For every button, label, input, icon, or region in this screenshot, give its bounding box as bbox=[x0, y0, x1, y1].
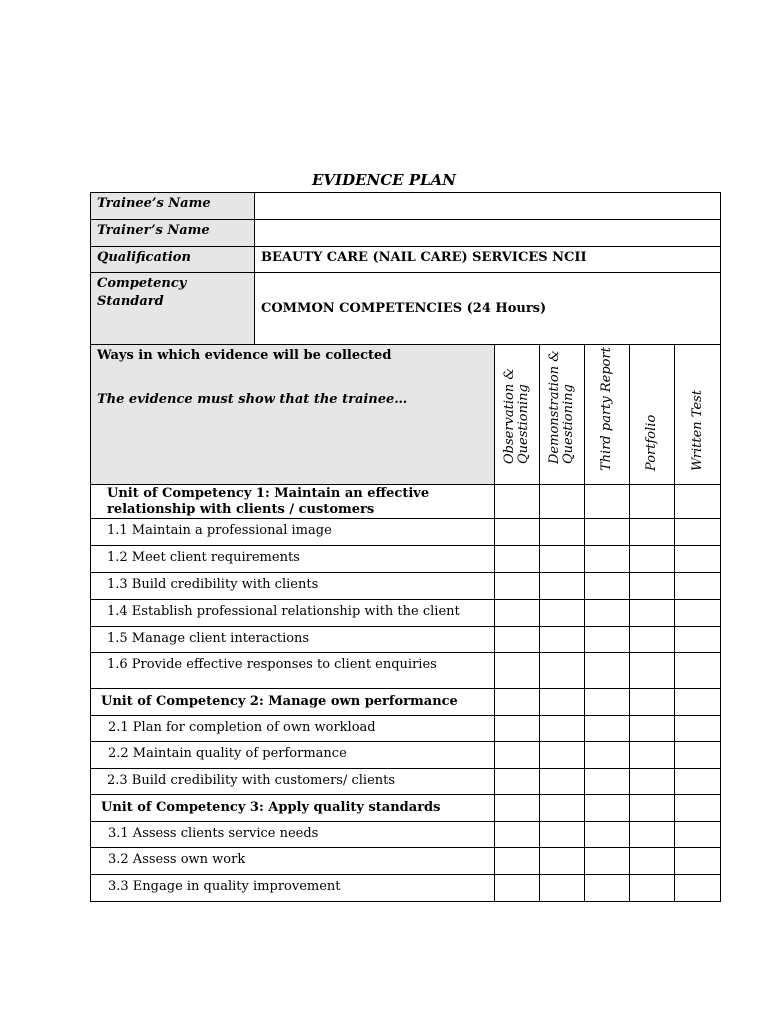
unit-1-item: 1.5 Manage client interactions bbox=[91, 627, 495, 653]
table-row bbox=[91, 485, 721, 519]
evidence-header-line1: Ways in which evidence will be collected bbox=[97, 348, 392, 363]
check-cell[interactable] bbox=[630, 848, 675, 875]
check-cell[interactable] bbox=[585, 689, 630, 716]
check-cell[interactable] bbox=[585, 769, 630, 795]
unit-2-item: 2.2 Maintain quality of performance bbox=[91, 742, 495, 769]
check-cell[interactable] bbox=[495, 600, 540, 627]
check-cell[interactable] bbox=[585, 546, 630, 573]
check-cell[interactable] bbox=[630, 627, 675, 653]
table-row bbox=[91, 519, 721, 546]
table-row bbox=[91, 742, 721, 769]
check-cell[interactable] bbox=[585, 875, 630, 902]
table-row bbox=[91, 769, 721, 795]
check-cell[interactable] bbox=[585, 716, 630, 742]
check-cell[interactable] bbox=[585, 627, 630, 653]
unit-2-item: 2.3 Build credibility with customers/ clients bbox=[91, 769, 495, 795]
check-cell[interactable] bbox=[675, 822, 721, 848]
method-header-demonstration bbox=[540, 345, 585, 485]
check-cell[interactable] bbox=[675, 627, 721, 653]
check-cell[interactable] bbox=[495, 716, 540, 742]
check-cell[interactable] bbox=[675, 769, 721, 795]
competency-standard-value: COMMON COMPETENCIES (24 Hours) bbox=[255, 273, 721, 345]
check-cell[interactable] bbox=[630, 689, 675, 716]
check-cell[interactable] bbox=[540, 742, 585, 769]
check-cell[interactable] bbox=[585, 795, 630, 822]
check-cell[interactable] bbox=[630, 573, 675, 600]
check-cell[interactable] bbox=[540, 689, 585, 716]
method-header-portfolio bbox=[630, 345, 675, 485]
competency-label-line1: Competency bbox=[97, 276, 187, 291]
check-cell[interactable] bbox=[675, 546, 721, 573]
unit-3-item: 3.1 Assess clients service needs bbox=[91, 822, 495, 848]
table-row bbox=[91, 795, 721, 822]
check-cell[interactable] bbox=[540, 600, 585, 627]
check-cell[interactable] bbox=[495, 653, 540, 689]
check-cell[interactable] bbox=[585, 848, 630, 875]
unit-3-item: 3.3 Engage in quality improvement bbox=[91, 875, 495, 902]
check-cell[interactable] bbox=[630, 546, 675, 573]
check-cell[interactable] bbox=[585, 600, 630, 627]
method-header-observation bbox=[495, 345, 540, 485]
unit-1-item: 1.1 Maintain a professional image bbox=[91, 519, 495, 546]
check-cell[interactable] bbox=[540, 716, 585, 742]
check-cell[interactable] bbox=[585, 653, 630, 689]
check-cell[interactable] bbox=[675, 875, 721, 902]
table-row bbox=[91, 573, 721, 600]
table-row bbox=[91, 653, 721, 689]
check-cell[interactable] bbox=[630, 769, 675, 795]
check-cell[interactable] bbox=[540, 485, 585, 519]
trainee-info-table bbox=[90, 192, 721, 345]
check-cell[interactable] bbox=[630, 822, 675, 848]
table-row bbox=[91, 689, 721, 716]
competency-label-line2: Standard bbox=[97, 294, 164, 309]
check-cell[interactable] bbox=[540, 546, 585, 573]
check-cell[interactable] bbox=[540, 875, 585, 902]
check-cell[interactable] bbox=[630, 653, 675, 689]
method-label: Third party Report bbox=[599, 347, 614, 471]
table-row bbox=[91, 848, 721, 875]
check-cell[interactable] bbox=[495, 742, 540, 769]
check-cell[interactable] bbox=[675, 848, 721, 875]
check-cell[interactable] bbox=[540, 519, 585, 546]
trainer-name-label: Trainer’s Name bbox=[91, 220, 255, 247]
check-cell[interactable] bbox=[675, 519, 721, 546]
table-row bbox=[91, 716, 721, 742]
competency-standard-label bbox=[91, 273, 255, 345]
table-row bbox=[91, 822, 721, 848]
qualification-label: Qualification bbox=[91, 247, 255, 273]
check-cell[interactable] bbox=[495, 485, 540, 519]
check-cell[interactable] bbox=[585, 822, 630, 848]
check-cell[interactable] bbox=[675, 795, 721, 822]
check-cell[interactable] bbox=[630, 600, 675, 627]
check-cell[interactable] bbox=[495, 875, 540, 902]
method-label: Observation & Questioning bbox=[502, 368, 531, 464]
table-row bbox=[91, 875, 721, 902]
check-cell[interactable] bbox=[495, 769, 540, 795]
check-cell[interactable] bbox=[540, 573, 585, 600]
check-cell[interactable] bbox=[585, 519, 630, 546]
check-cell[interactable] bbox=[675, 653, 721, 689]
trainee-name-field[interactable] bbox=[255, 193, 721, 220]
unit-1-item: 1.3 Build credibility with clients bbox=[91, 573, 495, 600]
unit-2-item: 2.1 Plan for completion of own workload bbox=[91, 716, 495, 742]
check-cell[interactable] bbox=[495, 795, 540, 822]
check-cell[interactable] bbox=[495, 689, 540, 716]
unit-1-item: 1.6 Provide effective responses to client enquiries bbox=[91, 653, 495, 689]
evidence-plan-table bbox=[90, 344, 721, 902]
table-row bbox=[91, 600, 721, 627]
check-cell[interactable] bbox=[495, 573, 540, 600]
check-cell[interactable] bbox=[630, 519, 675, 546]
check-cell[interactable] bbox=[630, 742, 675, 769]
check-cell[interactable] bbox=[585, 742, 630, 769]
check-cell[interactable] bbox=[630, 716, 675, 742]
check-cell[interactable] bbox=[585, 485, 630, 519]
check-cell[interactable] bbox=[540, 653, 585, 689]
check-cell[interactable] bbox=[495, 546, 540, 573]
check-cell[interactable] bbox=[540, 848, 585, 875]
unit-3-item: 3.2 Assess own work bbox=[91, 848, 495, 875]
check-cell[interactable] bbox=[495, 822, 540, 848]
check-cell[interactable] bbox=[630, 485, 675, 519]
check-cell[interactable] bbox=[540, 627, 585, 653]
unit-1-title: Unit of Competency 1: Maintain an effective relationship with clients / customers bbox=[91, 485, 495, 519]
table-row bbox=[91, 627, 721, 653]
table-row bbox=[91, 546, 721, 573]
unit-3-title: Unit of Competency 3: Apply quality standards bbox=[91, 795, 495, 822]
check-cell[interactable] bbox=[630, 795, 675, 822]
evidence-header-line2: The evidence must show that the trainee… bbox=[97, 392, 408, 407]
method-label: Demonstration & Questioning bbox=[547, 350, 576, 464]
check-cell[interactable] bbox=[540, 822, 585, 848]
check-cell[interactable] bbox=[675, 485, 721, 519]
unit-1-item: 1.4 Establish professional relationship with the client bbox=[91, 600, 495, 627]
unit-2-title: Unit of Competency 2: Manage own performance bbox=[91, 689, 495, 716]
check-cell[interactable] bbox=[495, 519, 540, 546]
method-label: Portfolio bbox=[644, 414, 659, 471]
qualification-value: BEAUTY CARE (NAIL CARE) SERVICES NCII bbox=[255, 247, 721, 273]
method-label: Written Test bbox=[689, 389, 705, 471]
check-cell[interactable] bbox=[585, 573, 630, 600]
check-cell[interactable] bbox=[495, 848, 540, 875]
check-cell[interactable] bbox=[675, 573, 721, 600]
check-cell[interactable] bbox=[675, 716, 721, 742]
check-cell[interactable] bbox=[540, 795, 585, 822]
trainee-name-label: Trainee’s Name bbox=[91, 193, 255, 220]
unit-1-item: 1.2 Meet client requirements bbox=[91, 546, 495, 573]
check-cell[interactable] bbox=[675, 689, 721, 716]
check-cell[interactable] bbox=[675, 742, 721, 769]
check-cell[interactable] bbox=[675, 600, 721, 627]
method-header-third-party bbox=[585, 345, 630, 485]
page-title: EVIDENCE PLAN bbox=[311, 171, 456, 189]
check-cell[interactable] bbox=[540, 769, 585, 795]
trainer-name-field[interactable] bbox=[255, 220, 721, 247]
method-header-written-test bbox=[675, 345, 721, 485]
check-cell[interactable] bbox=[630, 875, 675, 902]
check-cell[interactable] bbox=[495, 627, 540, 653]
evidence-header bbox=[91, 345, 495, 485]
